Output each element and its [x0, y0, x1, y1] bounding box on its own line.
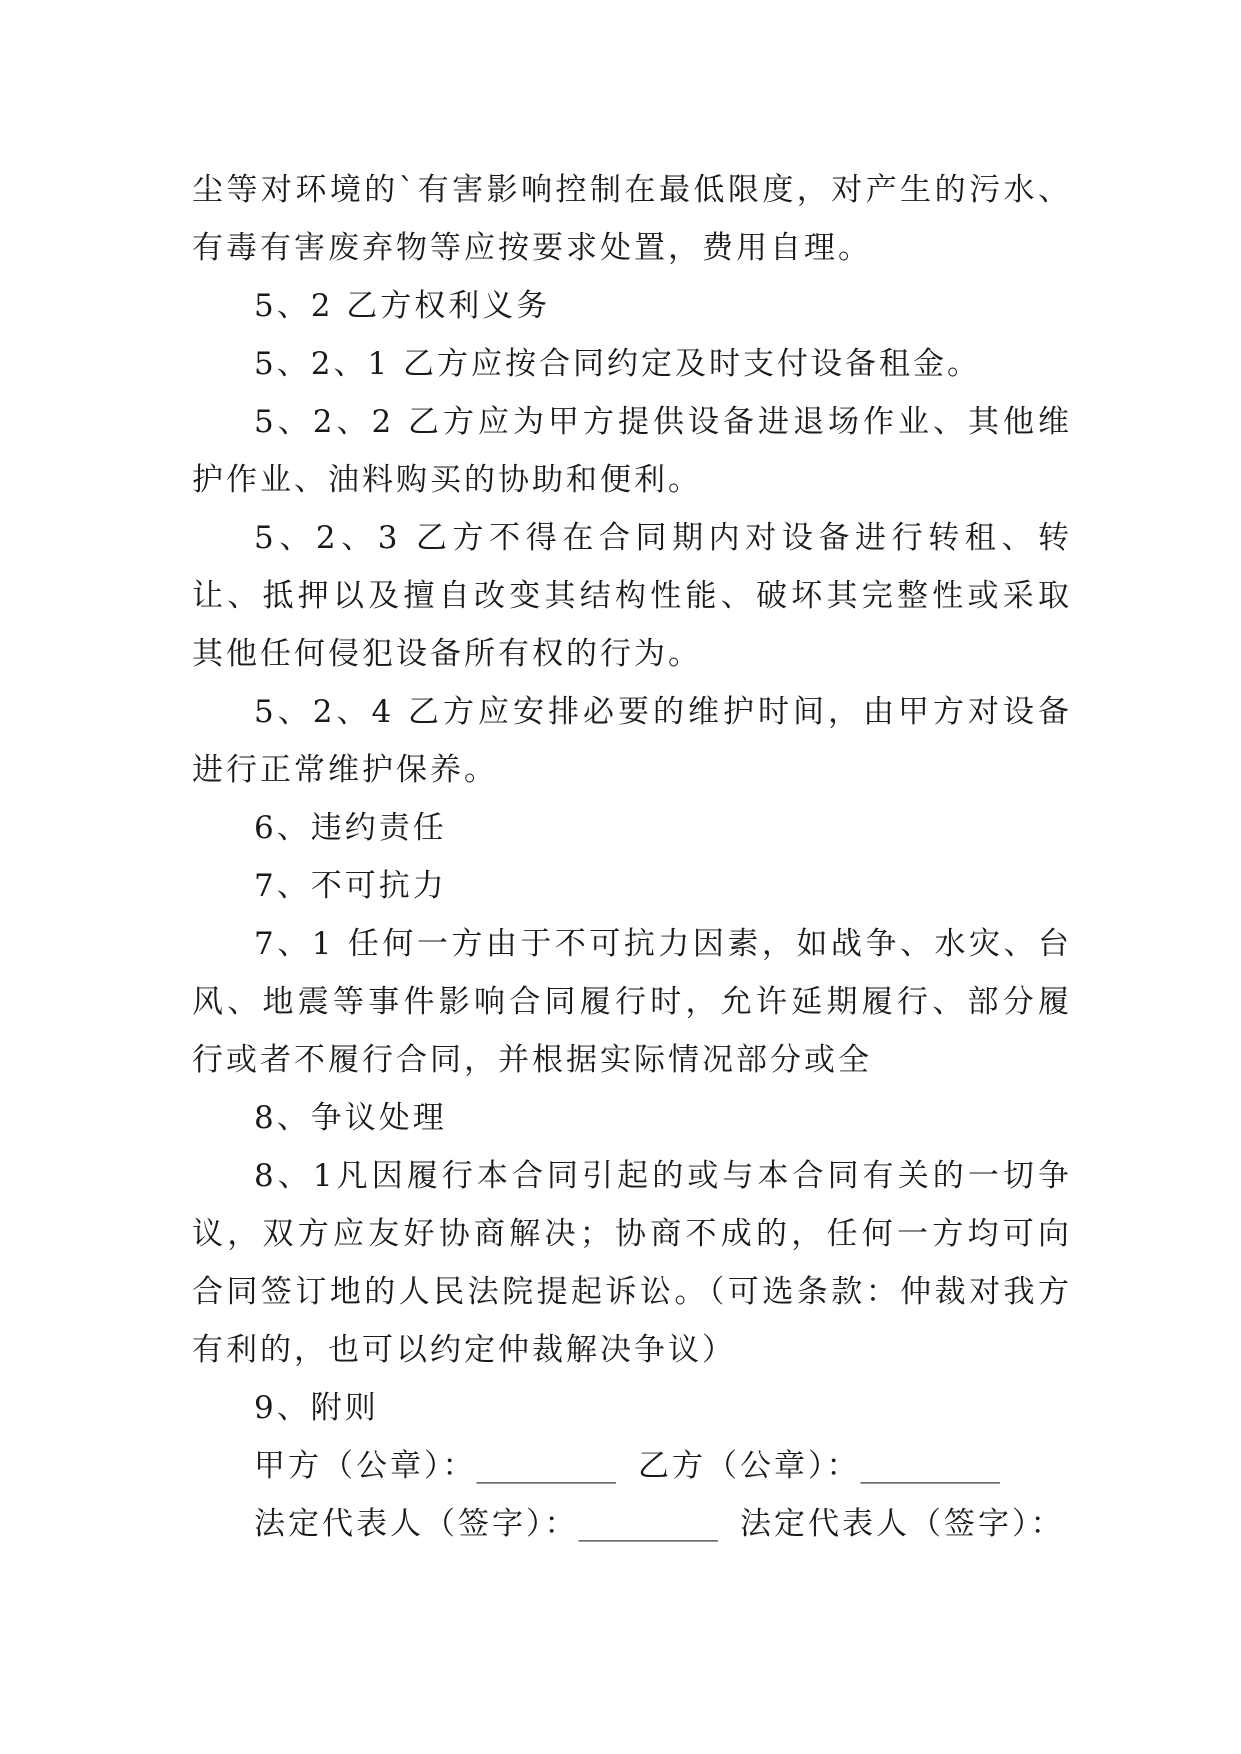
party-b-seal-blank: _________ [860, 1448, 1000, 1484]
paragraph-environment: 尘等对环境的`有害影响控制在最低限度，对产生的污水、有毒有害废弃物等应按要求处置，费用自理。 [192, 172, 1072, 266]
clause-5-2-4: 5、2、4 乙方应安排必要的维护时间，由甲方对设备进行正常维护保养。 [192, 694, 1072, 788]
heading-7: 7、不可抗力 [254, 868, 447, 904]
party-b-seal-label: 乙方（公章）： [638, 1448, 861, 1484]
party-a-rep-blank: _________ [578, 1506, 718, 1542]
clause-8-1: 8、1凡因履行本合同引起的或与本合同有关的一切争议，双方应友好协商解决；协商不成的，任何一方均可向合同签订地的人民法院提起诉讼。（可选条款：仲裁对我方有利的，也可以约定仲裁解决争议） [192, 1158, 1072, 1368]
clause-7-1: 7、1 任何一方由于不可抗力因素，如战争、水灾、台风、地震等事件影响合同履行时，允许延期履行、部分履行或者不履行合同，并根据实际情况部分或全 [192, 926, 1072, 1078]
heading-8: 8、争议处理 [254, 1100, 447, 1136]
party-a-rep-label: 法定代表人（签字）： [254, 1506, 579, 1542]
signature-seal-line [192, 1437, 1072, 1495]
party-a-seal-label: 甲方（公章）： [254, 1448, 477, 1484]
contract-body [192, 161, 1072, 1553]
heading-9: 9、附则 [254, 1390, 379, 1426]
heading-6: 6、违约责任 [254, 810, 447, 846]
clause-5-2-2: 5、2、2 乙方应为甲方提供设备进退场作业、其他维护作业、油料购买的协助和便利。 [192, 404, 1072, 498]
party-b-rep-label: 法定代表人（签字）： [740, 1506, 1065, 1542]
clause-5-2-3: 5、2、3 乙方不得在合同期内对设备进行转租、转让、抵押以及擅自改变其结构性能、破坏其完整性或采取其他任何侵犯设备所有权的行为。 [192, 520, 1072, 672]
party-a-seal-blank: _________ [476, 1448, 616, 1484]
signature-rep-line [192, 1495, 1072, 1553]
clause-5-2-1: 5、2、1 乙方应按合同约定及时支付设备租金。 [254, 346, 982, 382]
heading-5-2: 5、2 乙方权利义务 [254, 288, 551, 324]
